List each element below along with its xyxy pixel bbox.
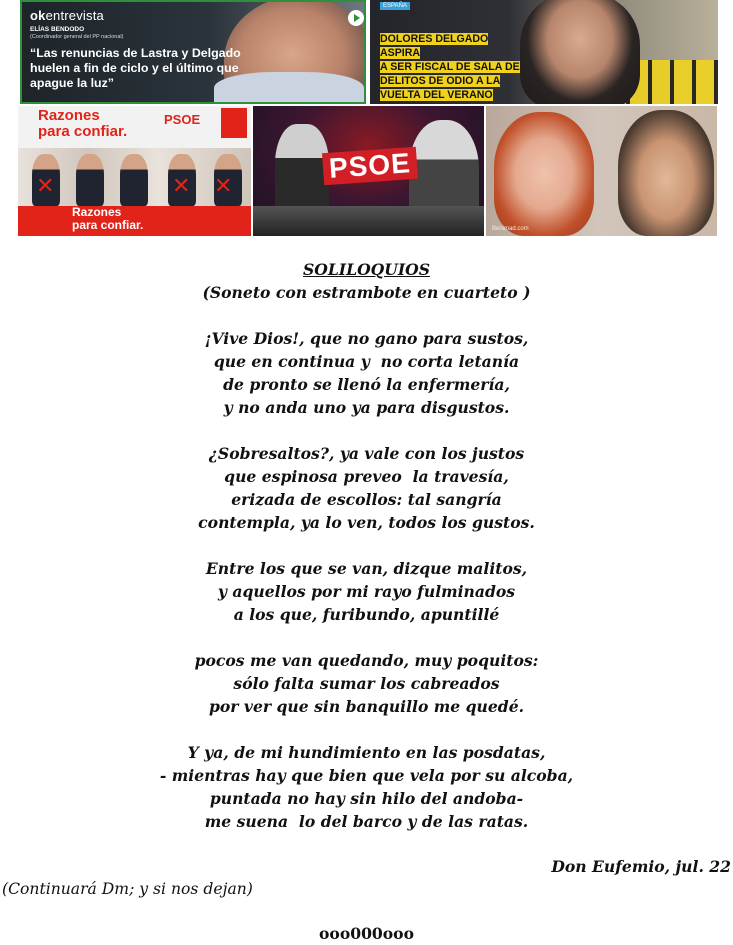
headline-line: VUELTA DEL VERANO xyxy=(380,89,493,101)
okentrevista-photo xyxy=(20,0,366,104)
news-headline xyxy=(380,32,520,102)
verse: ¡Vive Dios!, que no gano para sustos, xyxy=(204,329,529,348)
verse: sólo falta sumar los cabreados xyxy=(233,674,500,693)
poem-subtitle: (Soneto con estrambote en cuarteto ) xyxy=(202,283,531,302)
person-figure xyxy=(120,154,148,206)
red-cross-icon: ✕ xyxy=(214,174,233,199)
stanza-4 xyxy=(0,649,733,718)
section-tag: ESPAÑA xyxy=(380,2,410,10)
verse: me suena lo del barco y de las ratas. xyxy=(204,812,529,831)
verse: Entre los que se van, dizque malitos, xyxy=(205,559,528,578)
stanza-2 xyxy=(0,442,733,534)
psoe-logo: PSOE xyxy=(164,112,201,127)
slogan-bottom: Razones para confiar. xyxy=(72,205,144,232)
razones-para-confiar-photo xyxy=(18,106,251,236)
psoe-rose-icon xyxy=(221,108,247,138)
redhead-portrait xyxy=(494,112,594,236)
person-figure xyxy=(76,154,104,206)
end-separator: ooo000ooo xyxy=(319,924,414,943)
headline-line: A SER FISCAL DE SALA DE xyxy=(380,61,520,73)
verse: - mientras hay que bien que vela por su alcoba, xyxy=(159,766,574,785)
play-icon xyxy=(348,10,364,26)
verse: a los que, furibundo, apuntillé xyxy=(233,605,500,624)
stanza-3 xyxy=(0,557,733,626)
slogan-top: Razones para confiar. xyxy=(38,107,128,140)
slogan-bar xyxy=(18,206,251,236)
verse: Y ya, de mi hundimiento en las posdatas, xyxy=(187,743,546,762)
okentrevista-logo: okentrevista xyxy=(30,8,104,23)
psoe-storm-photo xyxy=(253,106,484,236)
headline-line: DELITOS DE ODIO A LA xyxy=(380,75,501,87)
interviewee-name: ELÍAS BENDODO xyxy=(30,26,85,33)
verse: y aquellos por mi rayo fulminados xyxy=(217,582,516,601)
header-photo-collage xyxy=(0,0,733,236)
verse: de pronto se llenó la enfermería, xyxy=(223,375,510,394)
verse: que en continua y no corta letanía xyxy=(213,352,520,371)
two-faces-photo xyxy=(486,106,717,236)
cracked-ground xyxy=(253,206,484,236)
verse: pocos me van quedando, muy poquitos: xyxy=(194,651,539,670)
interviewee-role: (Coordinador general del PP nacional) xyxy=(30,34,124,40)
continuation-note: (Continuará Dm; y si nos dejan) xyxy=(2,880,253,898)
psoe-logo: PSOE xyxy=(322,147,418,185)
author-signature: Don Eufemio, jul. 22 xyxy=(551,857,731,876)
interview-quote: “Las renuncias de Lastra y Delgado huelen a fin de ciclo y el último que apague la luz” xyxy=(30,46,241,90)
watermark: Benimad.com xyxy=(492,226,529,232)
stanza-5-estrambote xyxy=(0,741,733,833)
verse: ¿Sobresaltos?, ya vale con los justos xyxy=(208,444,525,463)
verse: erizada de escollos: tal sangría xyxy=(231,490,502,509)
verse: por ver que sin banquillo me quedé. xyxy=(208,697,525,716)
dolores-delgado-portrait xyxy=(520,0,640,104)
verse: puntada no hay sin hilo del andoba- xyxy=(209,789,524,808)
bearded-man-portrait xyxy=(618,110,714,236)
stanza-1 xyxy=(0,327,733,419)
verse: que espinosa preveo la travesía, xyxy=(224,467,509,486)
red-cross-icon: ✕ xyxy=(172,174,191,199)
verse: contempla, ya lo ven, todos los gustos. xyxy=(198,513,535,532)
dolores-delgado-photo xyxy=(370,0,718,104)
poem-title: SOLILOQUIOS xyxy=(303,260,430,279)
headline-line: DOLORES DELGADO ASPIRA xyxy=(380,33,489,59)
verse: y no anda uno ya para disgustos. xyxy=(223,398,510,417)
red-cross-icon: ✕ xyxy=(36,174,55,199)
